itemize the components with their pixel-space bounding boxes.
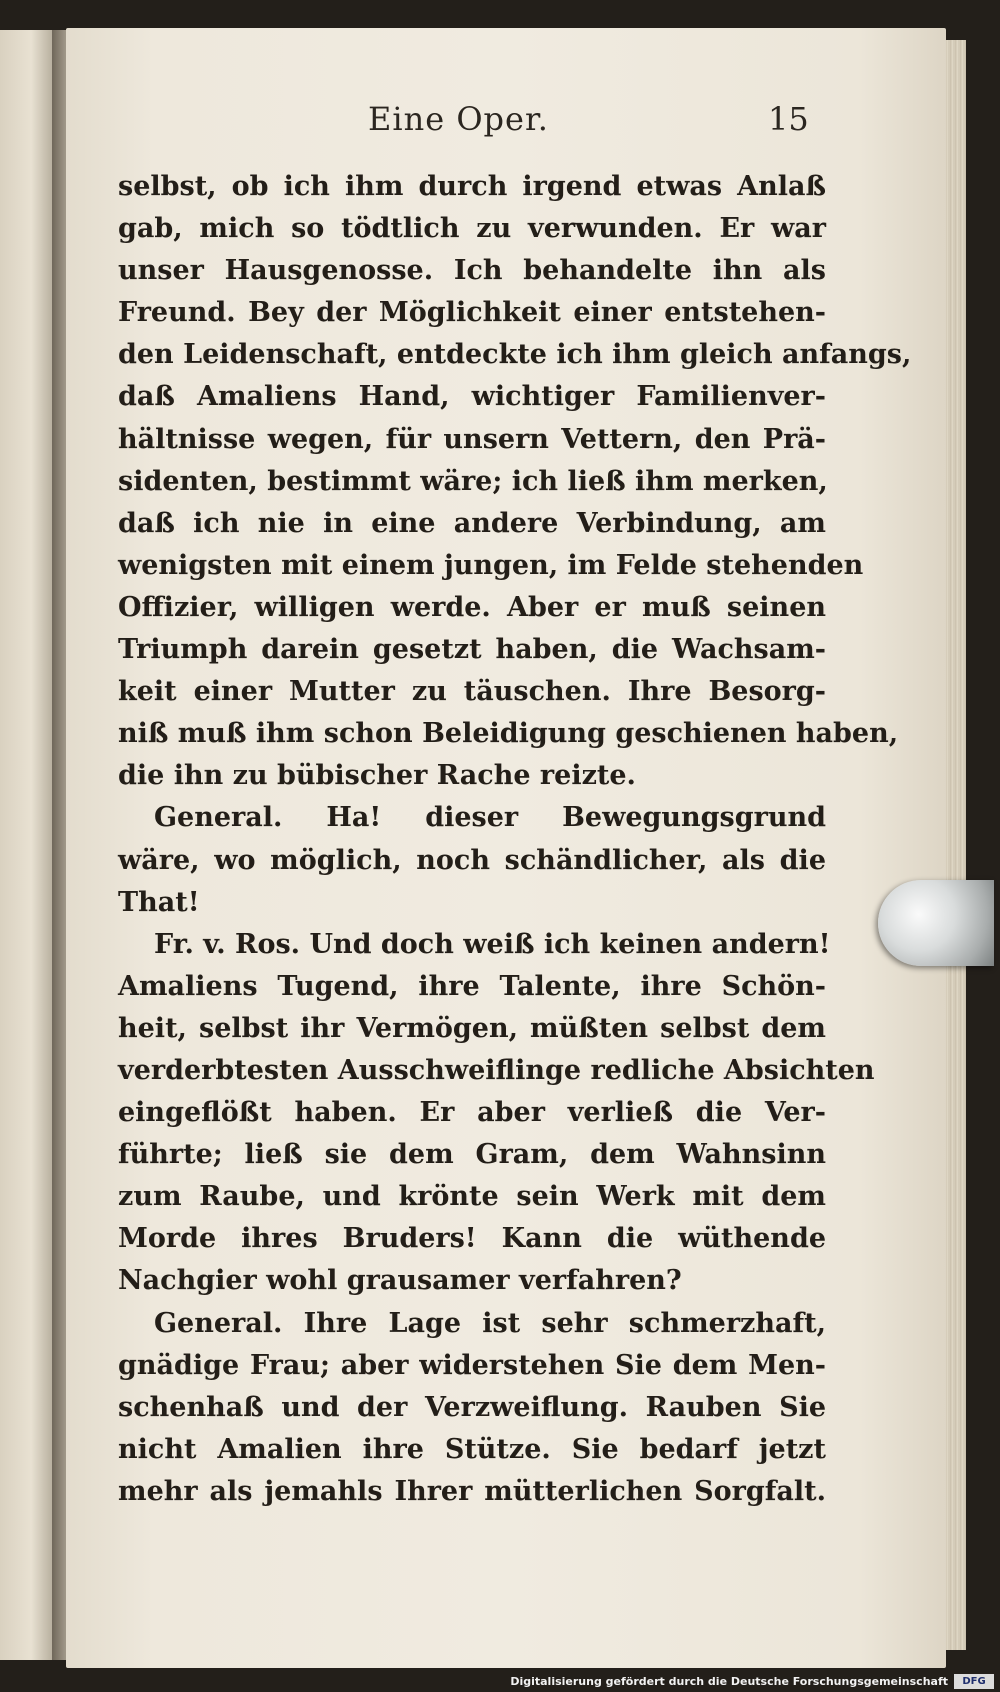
text-line: Nachgier wohl grausamer verfahren?: [118, 1265, 682, 1297]
speaker-line: General. Ha! dieser Bewegungsgrund: [154, 802, 826, 834]
text-line: mehr als jemahls Ihrer mütterlichen Sorgfalt.: [118, 1475, 826, 1507]
page-stack-edges: [944, 40, 966, 1650]
text-line: wäre, wo möglich, noch schändlicher, als die: [118, 844, 826, 876]
text-line: keit einer Mutter zu täuschen. Ihre Besorg-: [118, 676, 826, 708]
text-line: gab, mich so tödtlich zu verwunden. Er war: [118, 213, 826, 245]
text-line: selbst, ob ich ihm durch irgend etwas Anlaß: [118, 171, 826, 202]
text-line: führte; ließ sie dem Gram, dem Wahnsinn: [118, 1139, 826, 1171]
speaker-line: General. Ihre Lage ist sehr schmerzhaft,: [154, 1307, 826, 1339]
body-text: [118, 166, 912, 1513]
text-line: nicht Amalien ihre Stütze. Sie bedarf jetzt: [118, 1433, 826, 1465]
page-number: 15: [768, 100, 809, 138]
text-line: Amaliens Tugend, ihre Talente, ihre Schön-: [118, 970, 826, 1002]
text-line: gnädige Frau; aber widerstehen Sie dem Men-: [118, 1349, 826, 1381]
digitization-credit: Digitalisierung gefördert durch die Deutsche Forschungsgemeinschaft: [510, 1675, 948, 1688]
text-line: Morde ihres Bruders! Kann die wüthende: [118, 1223, 826, 1255]
dfg-logo-icon: DFG: [954, 1674, 994, 1689]
text-line: heit, selbst ihr Vermögen, müßten selbst dem: [118, 1012, 826, 1044]
text-line: That!: [118, 886, 200, 918]
text-line: hältnisse wegen, für unsern Vettern, den Prä-: [118, 423, 826, 455]
text-line: wenigsten mit einem jungen, im Felde stehenden: [118, 549, 864, 581]
text-line: eingeflößt haben. Er aber verließ die Ver-: [118, 1097, 826, 1129]
text-line: daß Amaliens Hand, wichtiger Familienver-: [118, 381, 826, 413]
text-line: die ihn zu bübischer Rache reizte.: [118, 760, 636, 792]
text-line: den Leidenschaft, entdeckte ich ihm gleich anfangs,: [118, 339, 912, 371]
text-line: Freund. Bey der Möglichkeit einer entstehen-: [118, 297, 826, 329]
text-line: Triumph darein gesetzt haben, die Wachsam-: [118, 634, 826, 666]
text-line: sidenten, bestimmt wäre; ich ließ ihm merken,: [118, 465, 828, 497]
text-line: verderbtesten Ausschweiflinge redliche Absichten: [118, 1054, 875, 1086]
previous-page-edge: [0, 30, 52, 1660]
text-line: unser Hausgenosse. Ich behandelte ihn als: [118, 255, 826, 287]
text-line: Offizier, willigen werde. Aber er muß seinen: [118, 591, 826, 623]
page-holder-clip: [878, 880, 994, 966]
text-line: niß muß ihm schon Beleidigung geschienen haben,: [118, 718, 899, 750]
speaker-line: Fr. v. Ros. Und doch weiß ich keinen andern!: [154, 928, 831, 960]
text-line: schenhaß und der Verzweiflung. Rauben Sie: [118, 1391, 826, 1423]
running-head: Eine Oper.: [368, 100, 549, 138]
text-line: zum Raube, und krönte sein Werk mit dem: [118, 1181, 826, 1213]
text-line: daß ich nie in eine andere Verbindung, am: [118, 507, 826, 539]
